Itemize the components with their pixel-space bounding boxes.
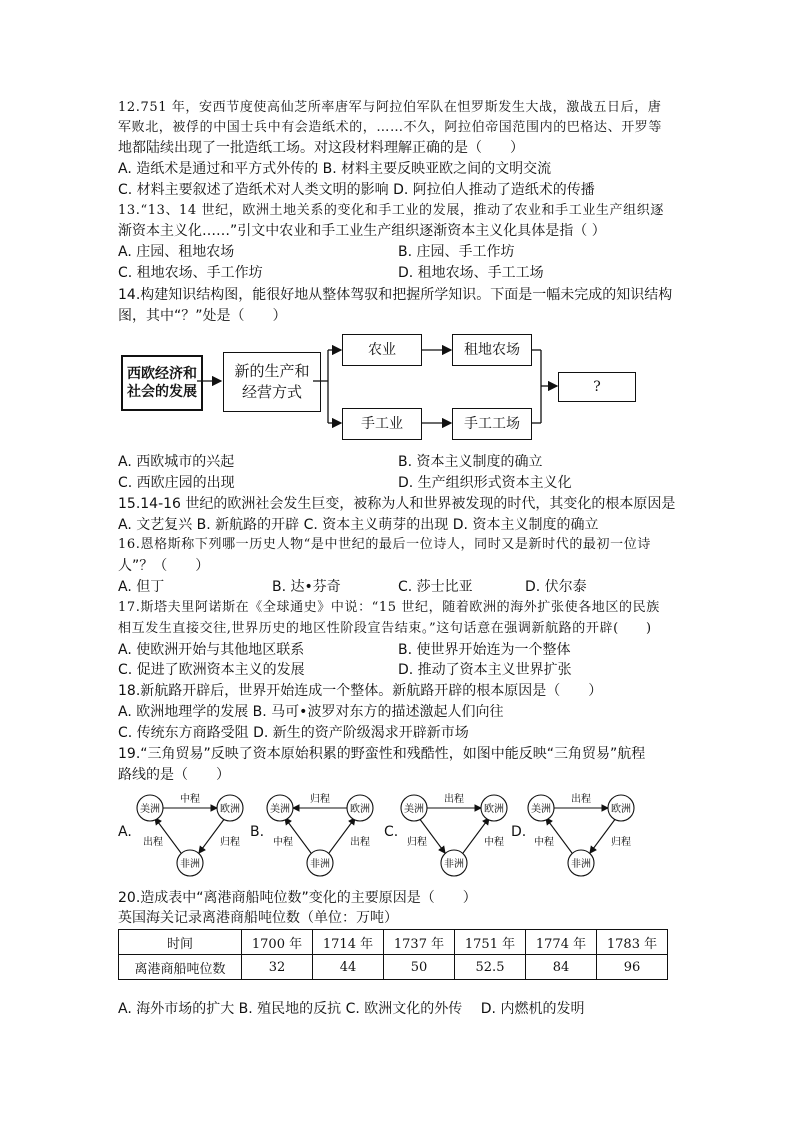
year-cell: 1783 年 [597,930,668,955]
handicraft-node: 手工业 [342,408,422,440]
q18-stem: 18.新航路开辟后，世界开始连成一个整体。新航路开辟的根本原因是（ ） [118,683,603,699]
middle-node: 新的生产和经营方式 [223,352,321,412]
node-africa: 非洲 [444,859,464,870]
route-label-right: 归程 [611,837,631,848]
q16-option-a: A. 但丁 [118,579,165,595]
node-america: 美洲 [404,804,424,815]
node-europe: 欧洲 [611,804,631,815]
q20-table-caption: 英国海关记录离港商船吨位数（单位：万吨） [118,910,398,926]
route-label-right: 出程 [350,837,370,848]
q17-option-b: B. 使世界开始连为一个整体 [398,642,571,658]
triangle-diagram [263,791,375,881]
value-cell: 44 [313,955,384,980]
q19-stem-line1: 19.“三角贸易”反映了资本原始积累的野蛮性和残酷性，如图中能反映“三角贸易”航程 [118,746,646,762]
q19-option-label: B. [250,824,265,840]
q13-stem-line1: 13.“13、14 世纪，欧洲土地关系的变化和手工业的发展，推动了农业和手工业生产组织逐 [118,203,664,218]
q16-option-d: D. 伏尔泰 [525,579,587,595]
header-label-cell: 时间 [119,930,242,955]
value-cell: 50 [384,955,455,980]
route-label-top: 归程 [310,794,330,805]
q14-option-c: C. 西欧庄园的出现 [118,475,235,491]
value-cell: 52.5 [455,955,526,980]
q17-option-a: A. 使欧洲开始与其他地区联系 [118,642,305,658]
q20-options: A. 海外市场的扩大 B. 殖民地的反抗 C. 欧洲文化的外传 D. 内燃机的发明 [118,1001,585,1017]
q13-stem-line2: 渐资本主义化……”引文中农业和手工业生产组织逐渐资本主义化具体是指（ ） [118,223,606,239]
route-label-top: 出程 [444,794,464,805]
value-cell: 84 [526,955,597,980]
route-label-right: 中程 [484,837,504,848]
unknown-node: ? [558,372,636,402]
agriculture-node: 农业 [342,334,422,366]
q19-option-label: A. [118,824,132,840]
route-label-left: 中程 [273,837,293,848]
q16-option-b: B. 达•芬奇 [272,579,341,595]
q14-stem-line2: 图，其中“？”处是（ ） [118,308,287,324]
node-europe: 欧洲 [220,804,240,815]
workshop-node: 手工工场 [452,408,532,440]
q19-option-label: D. [511,824,527,840]
year-cell: 1751 年 [455,930,526,955]
year-cell: 1714 年 [313,930,384,955]
q14-option-b: B. 资本主义制度的确立 [398,454,543,470]
root-node: 西欧经济和社会的发展 [121,355,203,411]
row-label-cell: 离港商船吨位数 [119,955,242,980]
q19-stem-line2: 路线的是（ ） [118,767,230,783]
q16-stem-line1: 16.恩格斯称下列哪一历史人物“是中世纪的最后一位诗人，同时又是新时代的最初一位诗 [118,537,651,552]
q17-option-c: C. 促进了欧洲资本主义的发展 [118,662,305,678]
triangle-diagram [397,791,509,881]
route-label-left: 出程 [143,837,163,848]
node-africa: 非洲 [571,859,591,870]
year-cell: 1774 年 [526,930,597,955]
node-africa: 非洲 [310,859,330,870]
q18-options-ab: A. 欧洲地理学的发展 B. 马可•波罗对东方的描述激起人们向往 [118,704,504,720]
table-header-row [119,930,668,955]
node-africa: 非洲 [180,859,200,870]
q14-stem-line1: 14.构建知识结构图，能很好地从整体驾驭和把握所学知识。下面是一幅未完成的知识结构 [118,287,673,303]
route-label-top: 中程 [180,794,200,805]
q13-option-a: A. 庄园、租地农场 [118,244,235,260]
node-europe: 欧洲 [484,804,504,815]
q12-options-ab: A. 造纸术是通过和平方式外传的 B. 材料主要反映亚欧之间的文明交流 [118,161,552,177]
route-label-right: 归程 [220,837,240,848]
q17-option-d: D. 推动了资本主义世界扩张 [398,662,572,678]
node-america: 美洲 [270,804,290,815]
q12-stem-line2: 军败北，被俘的中国士兵中有会造纸术的，……不久，阿拉伯帝国范围内的巴格达、开罗等 [118,120,663,135]
table-data-row [119,955,668,980]
q15-stem: 15.14-16 世纪的欧洲社会发生巨变，被称为人和世界被发现的时代，其变化的根本原因是 [118,496,676,512]
year-cell: 1700 年 [242,930,313,955]
q12-stem-line3: 地都陆续出现了一批造纸工场。对这段材料理解正确的是（ ） [118,140,524,156]
route-label-left: 归程 [407,837,427,848]
q13-option-c: C. 租地农场、手工作坊 [118,265,263,281]
tenant-farm-node: 租地农场 [452,334,532,366]
q13-option-d: D. 租地农场、手工工场 [398,265,544,281]
ship-tonnage-table [118,929,668,980]
triangle-diagram [524,791,636,881]
q14-option-a: A. 西欧城市的兴起 [118,454,235,470]
value-cell: 32 [242,955,313,980]
q16-stem-line2: 人”？（ ） [118,558,210,574]
q15-options: A. 文艺复兴 B. 新航路的开辟 C. 资本主义萌芽的出现 D. 资本主义制度的确立 [118,517,599,533]
q12-options-cd: C. 材料主要叙述了造纸术对人类文明的影响 D. 阿拉伯人推动了造纸术的传播 [118,182,595,198]
node-europe: 欧洲 [350,804,370,815]
q14-option-d: D. 生产组织形式资本主义化 [398,475,572,491]
q17-stem-line1: 17.斯塔夫里阿诺斯在《全球通史》中说：“15 世纪，随着欧洲的海外扩张使各地区的民族 [118,600,660,615]
year-cell: 1737 年 [384,930,455,955]
route-label-left: 中程 [534,837,554,848]
q20-stem: 20.造成表中“离港商船吨位数”变化的主要原因是（ ） [118,890,477,906]
q18-options-cd: C. 传统东方商路受阻 D. 新生的资产阶级渴求开辟新市场 [118,725,469,741]
q12-stem-line1: 12.751 年，安西节度使高仙芝所率唐军与阿拉伯军队在怛罗斯发生大战，激战五日后，唐 [118,100,662,115]
value-cell: 96 [597,955,668,980]
triangle-diagram [133,791,245,881]
node-america: 美洲 [140,804,160,815]
q13-option-b: B. 庄园、手工作坊 [398,244,515,260]
node-america: 美洲 [531,804,551,815]
q16-option-c: C. 莎士比亚 [398,579,473,595]
q19-option-label: C. [384,824,399,840]
q17-stem-line2: 相互发生直接交往,世界历史的地区性阶段宣告结束。”这句话意在强调新航路的开辟( ) [118,621,652,636]
route-label-top: 出程 [571,794,591,805]
